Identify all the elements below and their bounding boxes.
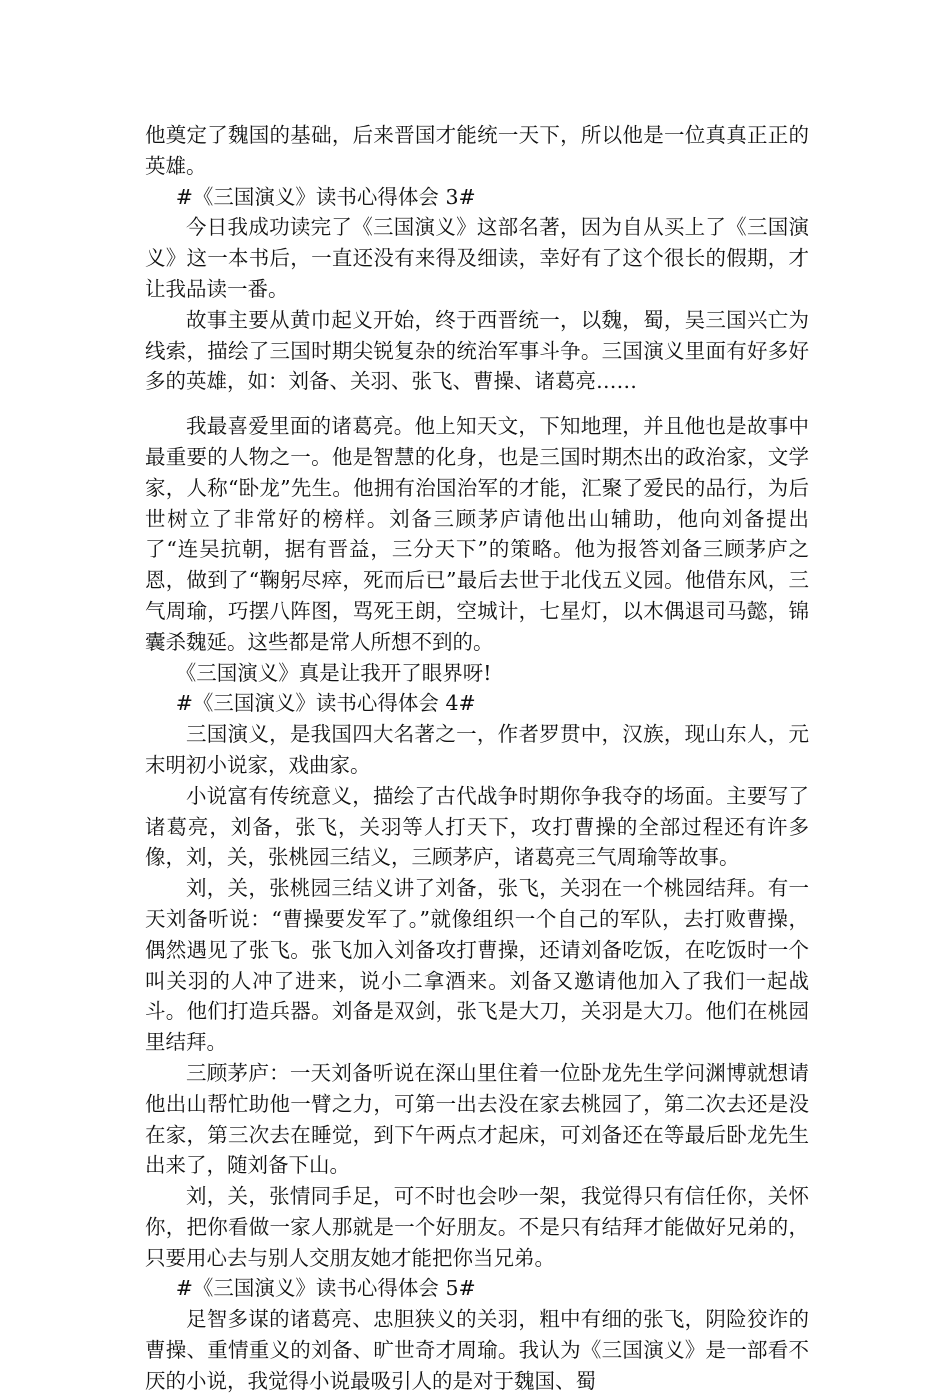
paragraph: 故事主要从黄巾起义开始，终于西晋统一，以魏，蜀，吴三国兴亡为线索，描绘了三国时期尖锐复杂的统治军事斗争。三国演义里面有好多好多的英雄，如：刘备、关羽、张飞、曹操、诸葛亮…… [145,307,809,394]
paragraph: 三顾茅庐：一天刘备听说在深山里住着一位卧龙先生学问渊博就想请他出山帮忙助他一臂之力，可第一出去没在家去桃园了，第二次去还是没在家，第三次去在睡觉，到下午两点才起床，可刘备还在等最后卧龙先生出来了，随刘备下山。 [145,1060,809,1178]
paragraph-continuation: 他奠定了魏国的基础，后来晋国才能统一天下，所以他是一位真真正正的英雄。 [145,123,809,178]
section-heading-5: #《三国演义》读书心得体会 5# [175,1276,476,1301]
paragraph: 刘，关，张情同手足，可不时也会吵一架，我觉得只有信任你，关怀你，把你看做一家人那就是一个好朋友。不是只有结拜才能做好兄弟的，只要用心去与别人交朋友她才能把你当兄弟。 [145,1184,809,1270]
paragraph: 今日我成功读完了《三国演义》这部名著，因为自从买上了《三国演义》这一本书后，一直还没有来得及细读，幸好有了这个很长的假期，才让我品读一番。 [145,215,809,301]
paragraph: 三国演义，是我国四大名著之一，作者罗贯中，汉族，现山东人，元末明初小说家，戏曲家。 [145,722,809,777]
paragraph: 我最喜爱里面的诸葛亮。他上知天文，下知地理，并且他也是故事中最重要的人物之一。他是智慧的化身，也是三国时期杰出的政治家，文学家，人称“卧龙”先生。他拥有治国治军的才能，汇聚了爱民的品行，为后世树立了非常好的榜样。刘备三顾茅庐请他出山辅助，他向刘备提出了“连吴抗朝，据有晋益，三分天下”的策略。他为报答刘备三顾茅庐之恩，做到了“鞠躬尽瘁，死而后已”最后去世于北伐五义园。他借东风，三气周瑜，巧摆八阵图，骂死王朗，空城计，七星灯，以木偶退司马懿，锦囊杀魏延。这些都是常人所想不到的。 [145,414,809,654]
section-heading-3: #《三国演义》读书心得体会 3# [175,184,476,209]
section-heading-4: #《三国演义》读书心得体会 4# [175,691,476,716]
paragraph-exclamation: 《三国演义》真是让我开了眼界呀! [175,660,492,685]
paragraph: 小说富有传统意义，描绘了古代战争时期你争我夺的场面。主要写了诸葛亮，刘备，张飞，关羽等人打天下，攻打曹操的全部过程还有许多像，刘，关，张桃园三结义，三顾茅庐，诸葛亮三气周瑜等故事。 [145,783,809,870]
document-page [145,120,809,1397]
paragraph: 足智多谋的诸葛亮、忠胆狭义的关羽，粗中有细的张飞，阴险狡诈的曹操、重情重义的刘备、旷世奇才周瑜。我认为《三国演义》是一部看不厌的小说，我觉得小说最吸引人的是对于魏国、蜀 [145,1307,809,1393]
paragraph: 刘，关，张桃园三结义讲了刘备，张飞，关羽在一个桃园结拜。有一天刘备听说：“曹操要发军了。”就像组织一个自己的军队，去打败曹操，偶然遇见了张飞。张飞加入刘备攻打曹操，还请刘备吃饭，在吃饭时一个叫关羽的人冲了进来，说小二拿酒来。刘备又邀请他加入了我们一起战斗。他们打造兵器。刘备是双剑，张飞是大刀，关羽是大刀。他们在桃园里结拜。 [145,876,809,1055]
